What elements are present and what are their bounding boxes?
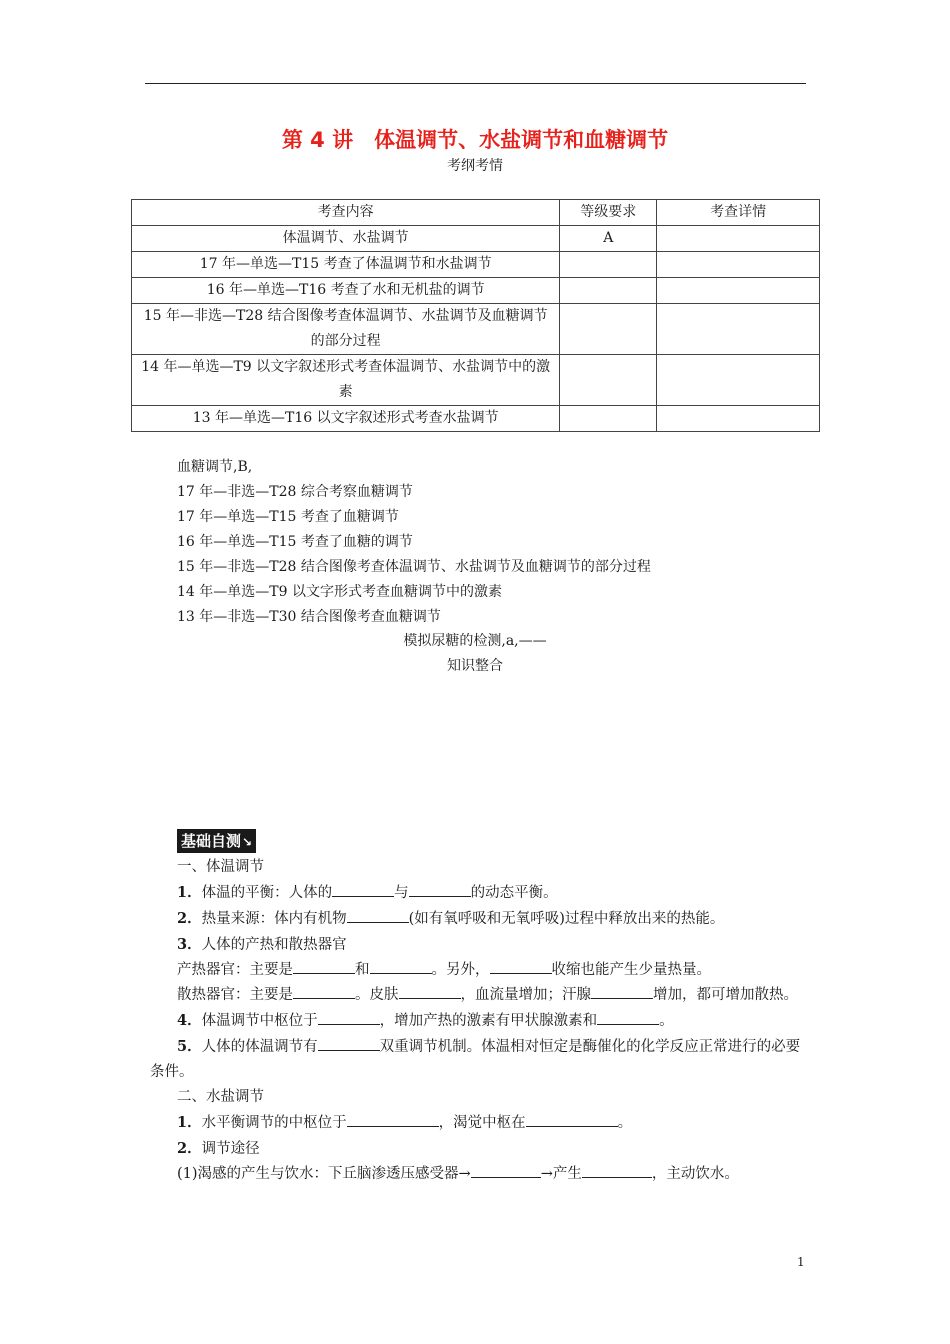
table-row: [132, 406, 820, 432]
section-heading: 一、体温调节: [177, 859, 264, 875]
cell-level: [560, 304, 657, 355]
answer-blank[interactable]: [490, 958, 552, 974]
table-row: [132, 226, 820, 252]
table-row: [132, 278, 820, 304]
list-item: 血糖调节,B,: [177, 459, 253, 475]
answer-blank[interactable]: [471, 1162, 541, 1178]
answer-blank[interactable]: [293, 958, 355, 974]
answer-blank[interactable]: [347, 907, 409, 923]
knowledge-heading: 知识整合: [447, 658, 503, 674]
cell-level: [560, 406, 657, 432]
cell-level: [560, 278, 657, 304]
question-item: 散热器官：主要是 。皮肤 ，血流量增加；汗腺 增加，都可增加散热。: [150, 983, 812, 1008]
answer-blank[interactable]: [370, 958, 432, 974]
cell-detail: [657, 226, 820, 252]
table-row: [132, 304, 820, 355]
question-item: 2．热量来源：体内有机物 (如有氧呼吸和无氧呼吸)过程中释放出来的热能。: [150, 906, 812, 932]
list-item: 17 年—单选—T15 考查了血糖调节: [177, 509, 399, 525]
header-rule: [145, 83, 806, 84]
blood-sugar-list: [177, 455, 651, 630]
list-item: 14 年—单选—T9 以文字形式考查血糖调节中的激素: [177, 584, 502, 600]
answer-blank[interactable]: [318, 1035, 380, 1051]
cell-content: 17 年—单选—T15 考查了体温调节和水盐调节: [132, 252, 560, 278]
page-number: 1: [797, 1255, 805, 1269]
cell-detail: [657, 406, 820, 432]
cell-level: A: [560, 226, 657, 252]
answer-blank[interactable]: [399, 983, 461, 999]
question-item: 1．体温的平衡：人体的 与 的动态平衡。: [150, 880, 812, 906]
list-item: 13 年—非选—T30 结合图像考查血糖调节: [177, 609, 441, 625]
answer-blank[interactable]: [409, 881, 471, 897]
question-item: 2．调节途径: [177, 1140, 260, 1157]
cell-level: [560, 252, 657, 278]
table-row: [132, 355, 820, 406]
answer-blank[interactable]: [597, 1009, 659, 1025]
list-item: 17 年—非选—T28 综合考察血糖调节: [177, 484, 413, 500]
cell-content: 13 年—单选—T16 以文字叙述形式考查水盐调节: [132, 406, 560, 432]
header-detail: 考查详情: [657, 200, 820, 226]
header-content: 考查内容: [132, 200, 560, 226]
syllabus-table: [131, 199, 820, 432]
cell-detail: [657, 252, 820, 278]
list-item: 16 年—单选—T15 考查了血糖的调节: [177, 534, 413, 550]
cell-detail: [657, 304, 820, 355]
question-item: 1．水平衡调节的中枢位于 ，渴觉中枢在 。: [150, 1110, 812, 1136]
answer-blank[interactable]: [332, 881, 394, 897]
arrow-icon: ↘: [242, 835, 253, 849]
simulation-line: 模拟尿糖的检测,a,——: [403, 633, 547, 649]
cell-content: 15 年—非选—T28 结合图像考查体温调节、水盐调节及血糖调节的部分过程: [132, 304, 560, 355]
answer-blank[interactable]: [318, 1009, 380, 1025]
table-header-row: [132, 200, 820, 226]
cell-detail: [657, 278, 820, 304]
exercise-body: [150, 855, 812, 1187]
cell-content: 16 年—单选—T16 考查了水和无机盐的调节: [132, 278, 560, 304]
cell-detail: [657, 355, 820, 406]
section-badge: [177, 829, 256, 853]
section-heading: 二、水盐调节: [177, 1089, 264, 1105]
page-subtitle: 考纲考情: [447, 158, 503, 174]
question-item: 产热器官：主要是 和 。另外， 收缩也能产生少量热量。: [150, 958, 812, 983]
question-item: 4．体温调节中枢位于 ，增加产热的激素有甲状腺激素和 。: [150, 1008, 812, 1034]
question-item: (1)渴感的产生与饮水：下丘脑渗透压感受器→ →产生 ，主动饮水。: [150, 1162, 812, 1187]
header-level: 等级要求: [560, 200, 657, 226]
answer-blank[interactable]: [591, 983, 653, 999]
answer-blank[interactable]: [347, 1111, 439, 1127]
table-row: [132, 252, 820, 278]
answer-blank[interactable]: [526, 1111, 618, 1127]
cell-level: [560, 355, 657, 406]
cell-content: 14 年—单选—T9 以文字叙述形式考查体温调节、水盐调节中的激素: [132, 355, 560, 406]
list-item: 15 年—非选—T28 结合图像考查体温调节、水盐调节及血糖调节的部分过程: [177, 559, 651, 575]
question-item: 5．人体的体温调节有 双重调节机制。体温相对恒定是酶催化的化学反应正常进行的必要条件。: [150, 1034, 812, 1085]
answer-blank[interactable]: [582, 1162, 652, 1178]
question-item: 3．人体的产热和散热器官: [177, 936, 347, 953]
answer-blank[interactable]: [293, 983, 355, 999]
badge-label: 基础自测: [181, 832, 242, 850]
page-title: 第 4 讲 体温调节、水盐调节和血糖调节: [281, 128, 669, 152]
cell-content: 体温调节、水盐调节: [132, 226, 560, 252]
